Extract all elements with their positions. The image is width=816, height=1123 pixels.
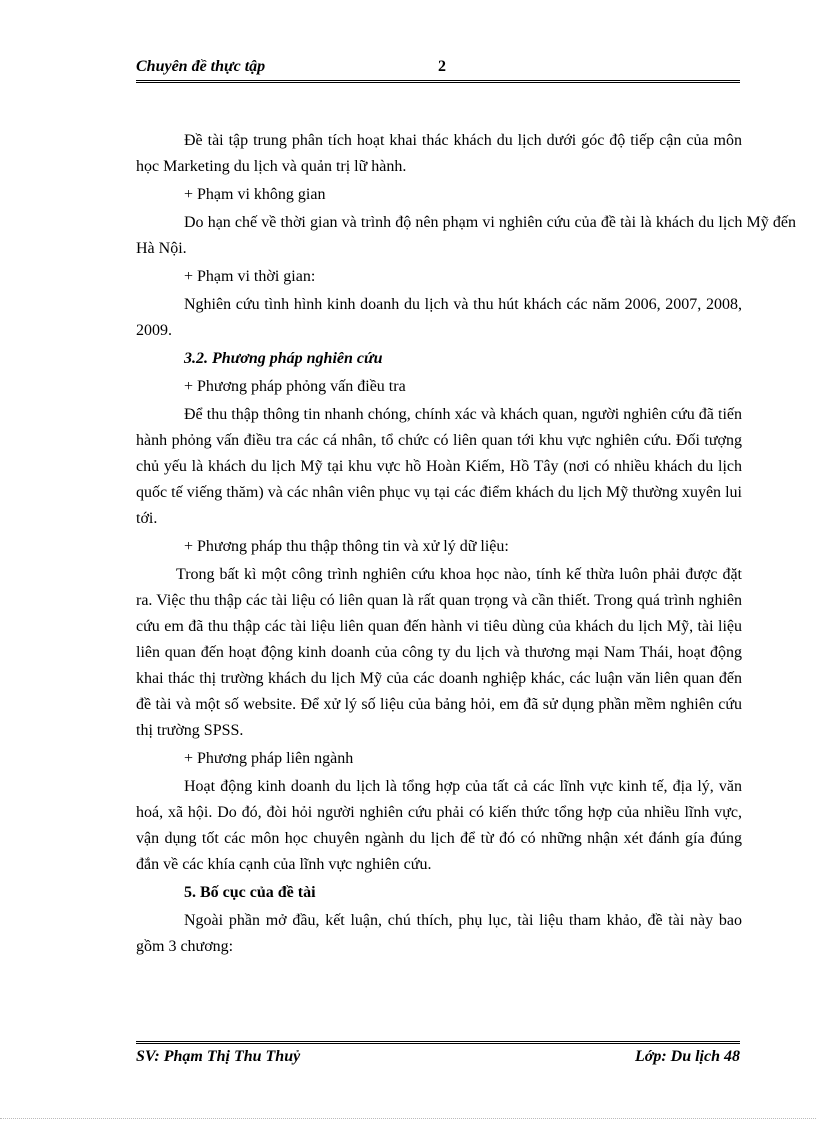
section-heading: 3.2. Phương pháp nghiên cứu (184, 350, 383, 367)
list-item: + Phương pháp thu thập thông tin và xử lý dữ liệu: (184, 538, 509, 555)
page-bottom-divider (0, 1118, 816, 1119)
paragraph: Để thu thập thông tin nhanh chóng, chính xác và khách quan, người nghiên cứu đã tiến hành phỏng vấn điều tra các cá nhân, tổ chức có liên quan tới khu vực nghiên cứu. Đối tượng chủ yếu là khách du lịch Mỹ tại khu vực hồ Hoàn Kiếm, Hồ Tây (nơi có nhiều khách du lịch quốc tế viếng thăm) và các nhân viên phục vụ tại các điểm khách du lịch Mỹ thường xuyên lui tới. (136, 406, 742, 527)
page-header (136, 58, 740, 78)
paragraph: Đề tài tập trung phân tích hoạt khai thác khách du lịch dưới góc độ tiếp cận của môn học Marketing du lịch và quản trị lữ hành. (136, 132, 742, 175)
paragraph: Nghiên cứu tình hình kinh doanh du lịch và thu hút khách các năm 2006, 2007, 2008, 2009. (136, 296, 742, 339)
header-title: Chuyên đề thực tập (136, 58, 266, 75)
paragraph: Hoạt động kinh doanh du lịch là tổng hợp của tất cả các lĩnh vực kinh tế, địa lý, văn hoá, xã hội. Do đó, đòi hỏi người nghiên cứu phải có kiến thức tổng hợp của nhiều lĩnh vực, vận dụng tốt các môn học chuyên ngành du lịch để từ đó có những nhận xét đánh gía đúng đắn về các khía cạnh của lĩnh vực nghiên cứu. (136, 778, 742, 873)
page-footer (136, 1048, 740, 1070)
list-item: + Phạm vi thời gian: (184, 268, 316, 285)
list-item: + Phương pháp phỏng vấn điều tra (184, 378, 406, 395)
footer-class: Lớp: Du lịch 48 (634, 1048, 740, 1065)
list-item: + Phạm vi không gian (184, 186, 326, 203)
header-rule (136, 80, 740, 83)
document-body (136, 128, 796, 962)
paragraph: Trong bất kì một công trình nghiên cứu khoa học nào, tính kế thừa luôn phải được đặt ra. Việc thu thập các tài liệu có liên quan là rất quan trọng và cần thiết. Trong quá trình nghiên cứu em đã thu thập các tài liệu liên quan đến hành vi tiêu dùng của khách du lịch Mỹ, tài liệu liên quan đến hoạt động kinh doanh của công ty du lịch và thương mại Nam Thái, hoạt động khai thác thị trường khách du lịch Mỹ của các doanh nghiệp khác, các luận văn liên quan đến đề tài và một số website. Để xử lý số liệu của bảng hỏi, em đã sử dụng phần mềm nghiên cứu thị trường SPSS. (136, 566, 742, 739)
footer-rule (136, 1041, 740, 1044)
footer-student: SV: Phạm Thị Thu Thuỷ (136, 1048, 301, 1065)
page-number: 2 (438, 58, 446, 75)
list-item: + Phương pháp liên ngành (184, 750, 354, 767)
section-heading: 5. Bố cục của đề tài (184, 884, 316, 901)
paragraph: Do hạn chế về thời gian và trình độ nên phạm vi nghiên cứu của đề tài là khách du lịch Mỹ đến Hà Nội. (136, 214, 796, 257)
paragraph: Ngoài phần mở đầu, kết luận, chú thích, phụ lục, tài liệu tham khảo, đề tài này bao gồm 3 chương: (136, 912, 742, 955)
